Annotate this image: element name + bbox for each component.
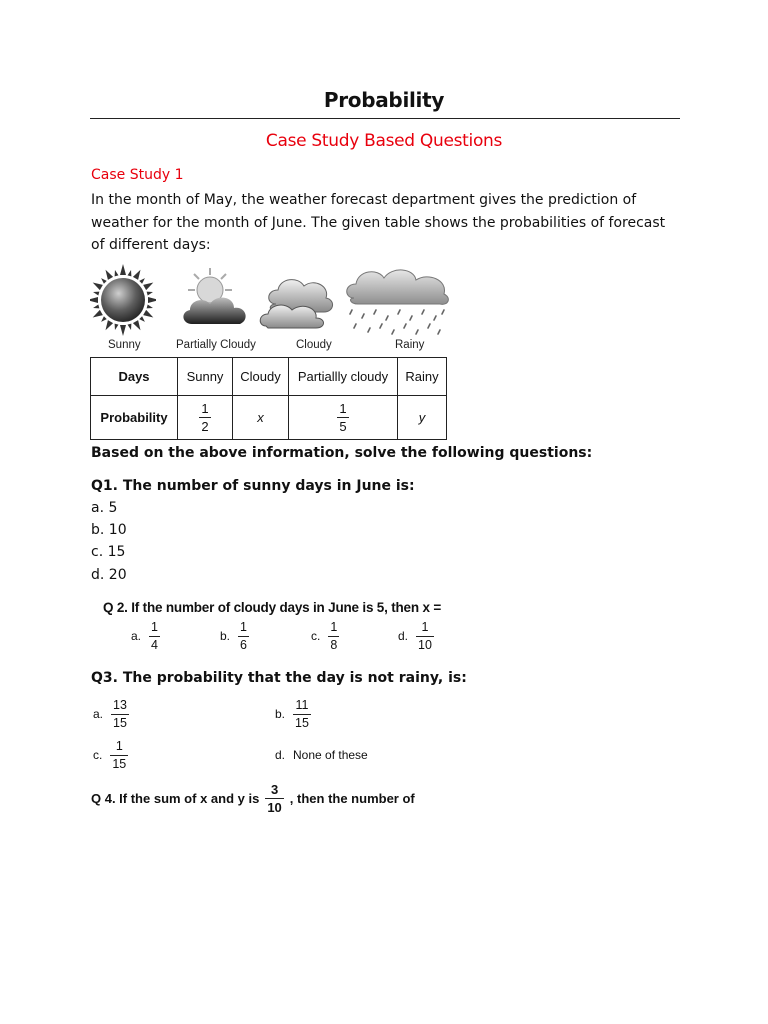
q3-question: Q3. The probability that the day is not rainy, is: — [91, 670, 467, 686]
q4-question: Q 4. If the sum of x and y is $\frac{3}{10}$ , then the number of — [91, 782, 415, 815]
q3-option-d: d. None of these — [275, 748, 368, 762]
section-subtitle: Case Study Based Questions — [265, 131, 503, 151]
q1-option-c: c. 15 — [91, 544, 126, 560]
label-partially-cloudy: Partially Cloudy — [176, 339, 256, 351]
q2-option-a: a. $\frac{1}{4}$ — [131, 620, 158, 652]
probability-table — [90, 357, 447, 440]
fraction: $\frac{1}{2}$ — [201, 401, 209, 434]
instructions: Based on the above information, solve the following questions: — [91, 445, 593, 461]
label-cloudy: Cloudy — [296, 339, 332, 351]
q3-option-c: c. $\frac{1}{15}$ — [93, 739, 127, 771]
label-sunny: Sunny — [108, 339, 141, 351]
table-row — [91, 396, 447, 440]
table-header-days: Days — [91, 358, 178, 396]
table-cell: y — [398, 396, 447, 440]
table-cell: Rainy — [398, 358, 447, 396]
q1-option-d: d. 20 — [91, 567, 127, 583]
sunny-icon — [90, 262, 156, 338]
label-rainy: Rainy — [395, 339, 425, 351]
table-cell: Cloudy — [233, 358, 289, 396]
q2-option-d: d. $\frac{1}{10}$ — [398, 620, 432, 652]
table-row — [91, 358, 447, 396]
q2-question: Q 2. If the number of cloudy days in June is 5, then x = — [103, 600, 442, 615]
title-divider — [90, 118, 680, 119]
q2-option-c: c. $\frac{1}{8}$ — [311, 620, 338, 652]
q3-option-b: b. $\frac{11}{15}$ — [275, 698, 309, 730]
table-cell — [289, 396, 398, 440]
q3-option-a: a. $\frac{13}{15}$ — [93, 698, 127, 730]
intro-paragraph: In the month of May, the weather forecast department gives the prediction of weather for the month of June. The given table shows the probabilities of forecast of different days: — [91, 192, 666, 253]
table-cell: x — [233, 396, 289, 440]
q1-option-a: a. 5 — [91, 500, 118, 516]
q1-question: Q1. The number of sunny days in June is: — [91, 478, 415, 494]
table-cell: Sunny — [178, 358, 233, 396]
cloudy-icon — [258, 270, 342, 332]
q2-option-b: b. $\frac{1}{6}$ — [220, 620, 247, 652]
case-study-label: Case Study 1 — [91, 167, 184, 183]
page-title: Probability — [323, 88, 445, 112]
partially-cloudy-icon — [176, 266, 256, 334]
table-header-probability: Probability — [91, 396, 178, 440]
fraction: $\frac{1}{5}$ — [339, 401, 347, 434]
table-cell: Partiallly cloudy — [289, 358, 398, 396]
q1-option-b: b. 10 — [91, 522, 127, 538]
rainy-icon — [344, 264, 452, 340]
table-cell — [178, 396, 233, 440]
